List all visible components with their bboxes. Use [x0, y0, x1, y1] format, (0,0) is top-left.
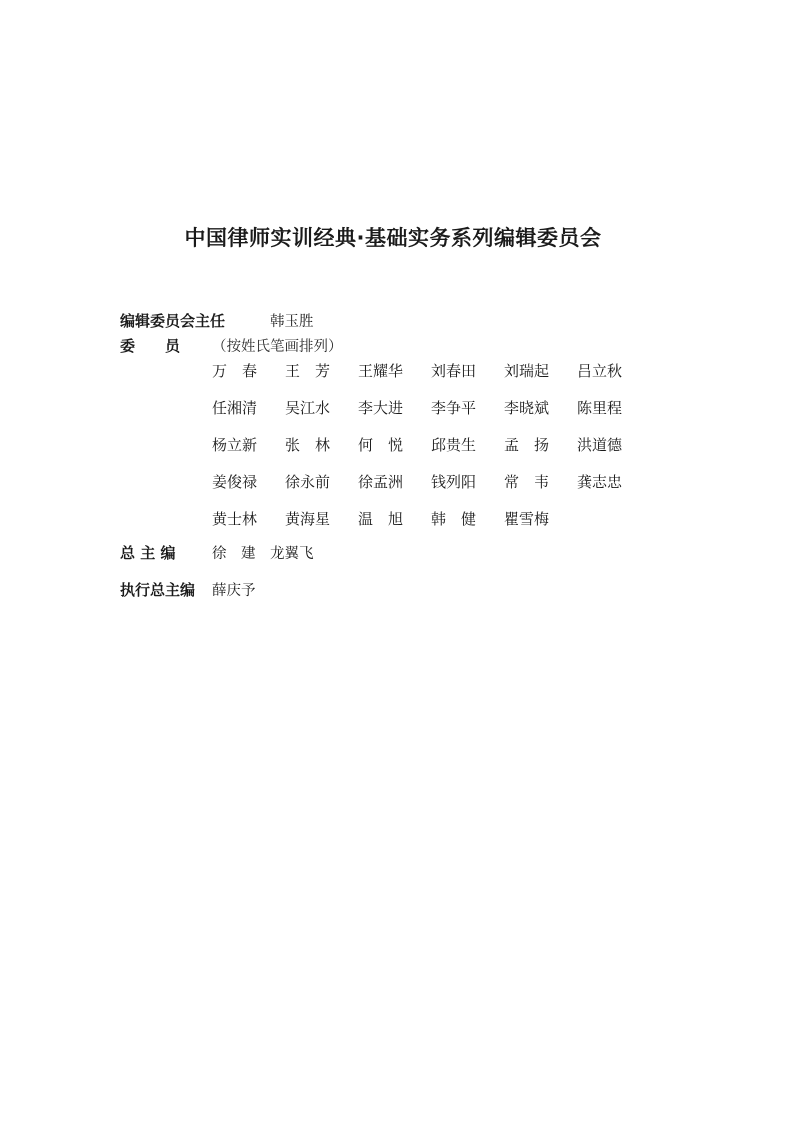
executive-editor-label: 执行总主编	[120, 581, 196, 599]
member-name: 吕立秋	[577, 362, 623, 380]
member-name: 何 悦	[358, 436, 404, 454]
chief-editor-row	[120, 541, 314, 565]
executive-editor-name: 薛庆予	[212, 583, 256, 599]
committee-title: 中国律师实训经典·基础实务系列编辑委员会	[184, 226, 602, 250]
member-name: 徐孟洲	[358, 473, 404, 491]
chief-editor-names: 徐 建 龙翼飞	[212, 546, 314, 562]
member-name: 王耀华	[358, 362, 404, 380]
member-name: 刘春田	[431, 362, 477, 380]
member-name: 洪道德	[577, 436, 623, 454]
member-name: 万 春	[212, 362, 258, 380]
member-name: 徐永前	[285, 473, 331, 491]
member-name: 钱列阳	[431, 473, 477, 491]
chief-name: 韩玉胜	[270, 314, 314, 330]
member-name: 李晓斌	[504, 399, 550, 417]
members-row	[120, 334, 343, 358]
chief-row	[120, 309, 314, 333]
member-name: 邱贵生	[431, 436, 477, 454]
member-name: 龚志忠	[577, 473, 623, 491]
member-name: 李争平	[431, 399, 477, 417]
member-name: 陈里程	[577, 399, 623, 417]
members-order-note: （按姓氏笔画排列）	[212, 339, 343, 355]
executive-editor-row	[120, 578, 256, 602]
member-name: 张 林	[285, 436, 331, 454]
member-name: 温 旭	[358, 510, 404, 528]
member-name: 韩 健	[431, 510, 477, 528]
chief-editor-label: 总 主 编	[120, 544, 176, 562]
member-name: 黄士林	[212, 510, 258, 528]
member-name: 任湘清	[212, 399, 258, 417]
chief-label: 编辑委员会主任	[120, 312, 226, 330]
member-name: 李大进	[358, 399, 404, 417]
member-name: 常 韦	[504, 473, 550, 491]
member-name: 王 芳	[285, 362, 331, 380]
member-name: 吴江水	[285, 399, 331, 417]
member-name: 姜俊禄	[212, 473, 258, 491]
member-name: 刘瑞起	[504, 362, 550, 380]
members-list	[212, 359, 650, 544]
member-name: 杨立新	[212, 436, 258, 454]
members-label: 委 员	[120, 337, 181, 355]
member-name: 黄海星	[285, 510, 331, 528]
member-name: 瞿雪梅	[504, 510, 550, 528]
member-name: 孟 扬	[504, 436, 550, 454]
